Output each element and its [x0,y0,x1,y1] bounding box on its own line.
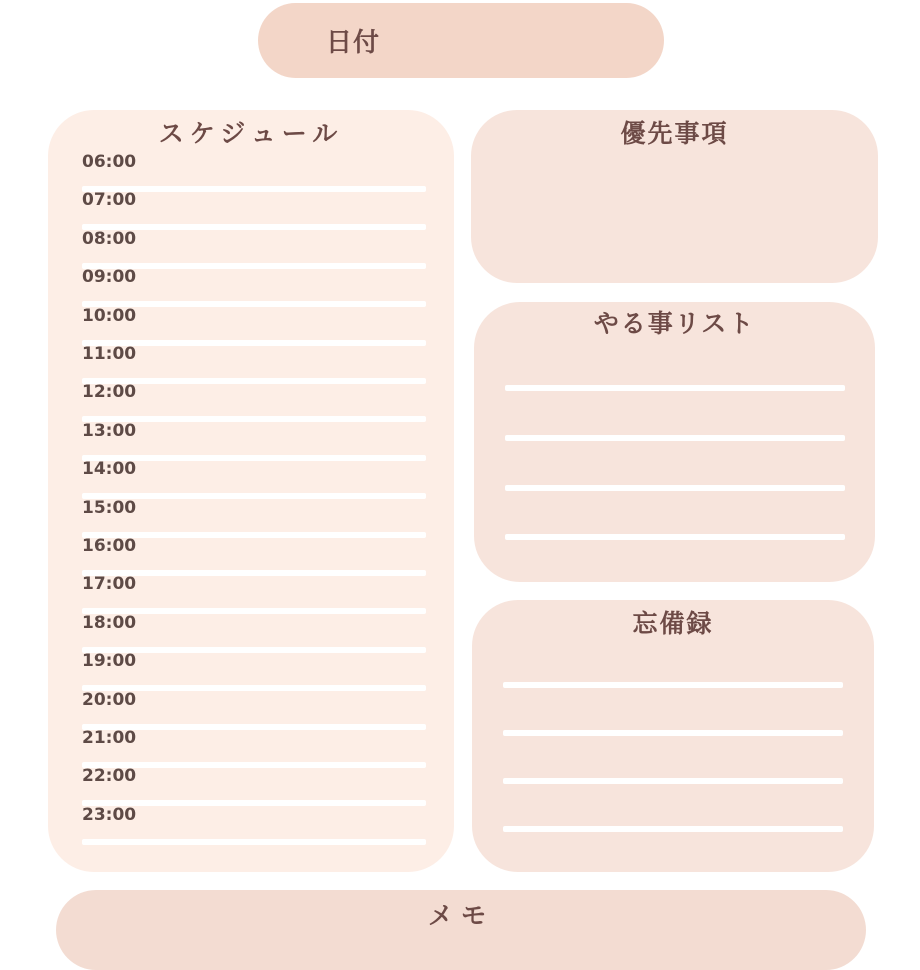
time-label: 07:00 [82,190,137,211]
reminder-panel [472,600,874,872]
time-label: 21:00 [82,728,137,748]
todo-line[interactable] [505,485,845,491]
reminder-line[interactable] [503,682,843,688]
todo-line[interactable] [505,385,845,391]
reminder-line[interactable] [503,778,843,784]
date-label: 日付 [326,28,381,58]
memo-panel [56,890,866,970]
time-label: 12:00 [82,382,137,403]
time-label: 09:00 [82,267,137,288]
todo-line[interactable] [505,534,845,540]
time-label: 06:00 [82,152,137,172]
todo-panel [474,302,875,582]
memo-title: メモ [427,901,494,930]
reminder-title: 忘備録 [632,609,714,638]
reminder-line[interactable] [503,826,843,832]
time-label: 13:00 [82,420,137,441]
priority-title: 優先事項 [620,119,729,148]
time-label: 18:00 [82,612,137,633]
time-label: 10:00 [82,305,137,326]
time-label: 16:00 [82,536,137,556]
todo-line[interactable] [505,435,845,441]
date-header [258,3,664,78]
time-label: 14:00 [82,459,137,480]
time-slot-line[interactable] [82,839,426,845]
time-label: 19:00 [82,651,137,672]
time-label: 17:00 [82,574,137,595]
time-label: 20:00 [82,689,137,710]
priority-panel [471,110,878,283]
todo-title: やる事リスト [593,309,756,338]
time-label: 23:00 [82,804,137,825]
time-label: 15:00 [82,497,137,518]
schedule-panel [48,110,454,872]
time-label: 08:00 [82,228,137,249]
schedule-title: スケジュール [158,119,344,148]
time-label: 11:00 [82,344,137,364]
reminder-line[interactable] [503,730,843,736]
time-label: 22:00 [82,766,137,787]
